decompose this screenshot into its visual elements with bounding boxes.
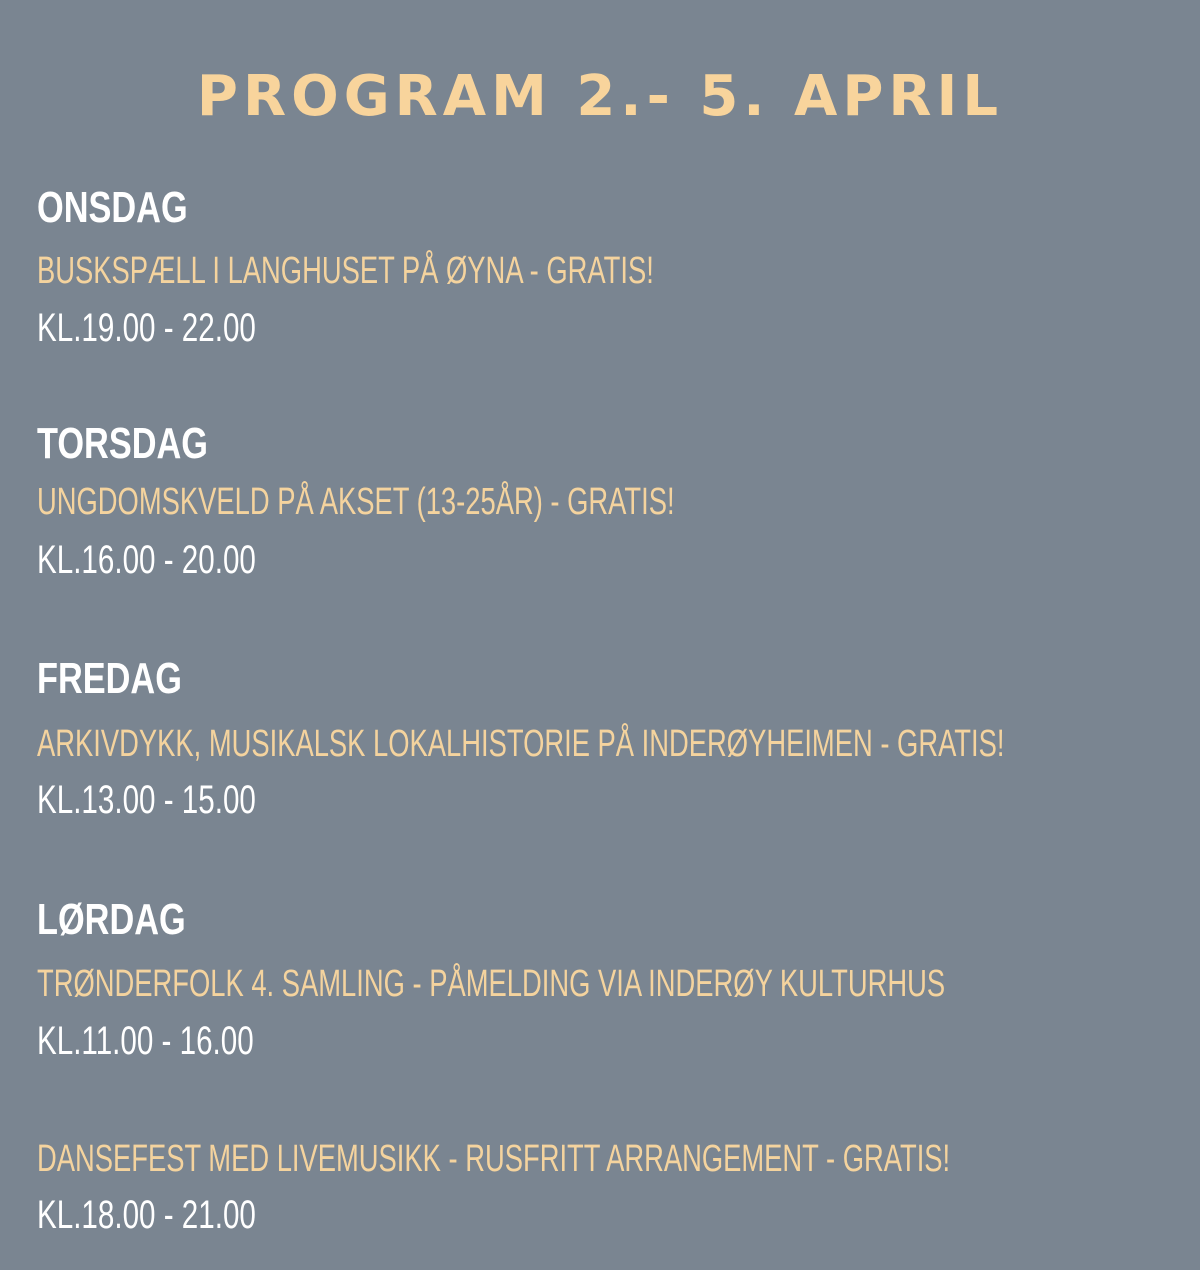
event-time: KL.11.00 - 16.00 <box>37 1019 254 1063</box>
event-name: BUSKSPÆLL I LANGHUSET PÅ ØYNA - GRATIS! <box>37 250 654 292</box>
event-name: UNGDOMSKVELD PÅ AKSET (13-25ÅR) - GRATIS! <box>37 481 675 523</box>
page-title: PROGRAM 2.- 5. APRIL <box>196 64 1004 129</box>
event-time: KL.16.00 - 20.00 <box>37 538 256 582</box>
event-name: ARKIVDYKK, MUSIKALSK LOKALHISTORIE PÅ INDERØYHEIMEN - GRATIS! <box>37 723 1005 765</box>
event-name: TRØNDERFOLK 4. SAMLING - PÅMELDING VIA INDERØY KULTURHUS <box>37 963 946 1005</box>
day-heading-fredag: FREDAG <box>37 654 182 703</box>
event-name: DANSEFEST MED LIVEMUSIKK - RUSFRITT ARRANGEMENT - GRATIS! <box>37 1138 951 1180</box>
day-heading-onsdag: ONSDAG <box>37 183 188 232</box>
day-heading-lordag: LØRDAG <box>37 895 186 944</box>
event-time: KL.18.00 - 21.00 <box>37 1193 256 1237</box>
day-heading-torsdag: TORSDAG <box>37 419 208 468</box>
event-time: KL.19.00 - 22.00 <box>37 306 256 350</box>
event-time: KL.13.00 - 15.00 <box>37 778 256 822</box>
